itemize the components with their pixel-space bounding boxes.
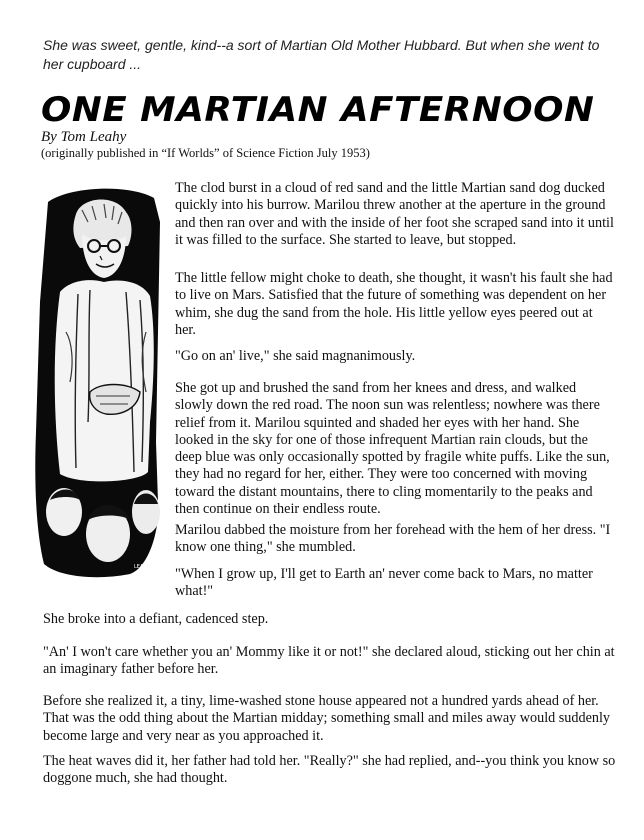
story-title: ONE MARTIAN AFTERNOON <box>41 90 595 130</box>
author-byline: By Tom Leahy <box>41 129 127 145</box>
paragraph-5: Marilou dabbed the moisture from her forehead with the hem of her dress. "I know one thing," she mumbled. <box>175 522 611 556</box>
illustration-signature: LEAHY <box>134 564 151 570</box>
paragraph-2: The little fellow might choke to death, she thought, it wasn't his fault she had to live on Mars. Satisfied that the future of something was dependent on her whim, she dug the sand from the hole. His little yellow eyes peered out at her. <box>175 270 613 338</box>
paragraph-4: She got up and brushed the sand from her knees and dress, and walked slowly down the red road. The noon sun was relentless; nowhere was there relief from it. Marilou squinted and shaded her eyes with her hand. She looked in the sky for one of those infrequent Martian rain clouds, but the deep blue was only occasionally spotted by fragile white puffs. Like the sun, they had no regard for her, either. They were too concerned with moving toward the distant mountains, there to cling momentarily to the peaks and then continue on their endless route. <box>175 380 610 518</box>
paragraph-9: Before she realized it, a tiny, lime-washed stone house appeared not a hundred yards ahead of her. That was the odd thing about the Martian midday; something small and miles away would suddenly become large and very near as you approached it. <box>43 693 611 744</box>
teaser-text: She was sweet, gentle, kind--a sort of Martian Old Mother Hubbard. But when she went to her cupboard ... <box>43 37 600 72</box>
paragraph-7: She broke into a defiant, cadenced step. <box>43 611 269 627</box>
paragraph-6: "When I grow up, I'll get to Earth an' never come back to Mars, no matter what!" <box>175 566 593 600</box>
paragraph-1: The clod burst in a cloud of red sand and the little Martian sand dog ducked quickly into his burrow. Marilou threw another at the aperture in the ground and then ran over and with the inside of her foot she scraped sand into it until it was filled to the surface. She started to leave, but stopped. <box>175 180 614 248</box>
paragraph-10: The heat waves did it, her father had told her. "Really?" she had replied, and--you think you know so doggone much, she had thought. <box>43 753 616 787</box>
figure-robe <box>55 280 154 481</box>
paragraph-3: "Go on an' live," she said magnanimously. <box>175 348 416 364</box>
paragraph-8: "An' I won't care whether you an' Mommy like it or not!" she declared aloud, sticking out her chin at an imaginary father before her. <box>43 644 615 678</box>
story-illustration <box>30 182 168 578</box>
publication-note: (originally published in “If Worlds” of Science Fiction July 1953) <box>41 146 370 160</box>
